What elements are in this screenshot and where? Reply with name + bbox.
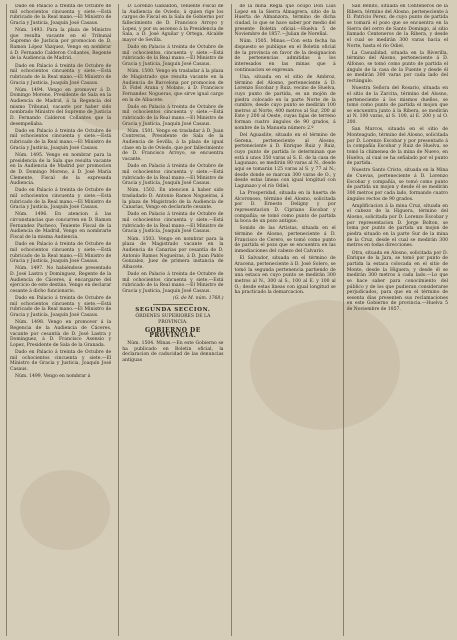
- paragraph: Dado en Palacio á treinta de Octubre de mil ochocientos cincuenta y siete.—Está rubricado de la Real mano.—El Ministro de Gracia y Justicia, Joaquín José Casaus.: [10, 4, 112, 26]
- paragraph: San Marcos, situada en el sitio de Monteagudo, término del Alosno, solicitada por D. Lorenzo Escobar y por presentado á la compañía Escobar y Ruiz de Huelva, se tomó la chimenea de la mina de Nuevo, en Huelva, al cual se ha señalado por el punto de partida.: [346, 127, 448, 167]
- paragraph: La Casualidad, situada en la Riverilla, término del Alosno, perteneciente á D. Alfonso, se tomó como punto de partida el ángulo de la casa de la Fuente y desde él se medirán 300 varas por cada lado del rectángulo.: [346, 50, 448, 85]
- paragraph: Núm. 1505. Minas.—Con esta fecha ha dispuesto se publique en el Boletin oficial de la provincia en favor de la designacion de pertenencias admitidas á los interesados en las minas que á continuacion se expresan.: [234, 39, 336, 73]
- paragraph: Núm. 1497. No habiéndose presentado D. José Lastra y Dominguez, Regente de la Audiencia de Cáceres, á encargarse del ejercicio de este destino, Vengo en declarar cesante á dicho funcionario.: [10, 266, 112, 294]
- paragraph: Otra, situada en Alosno, solicitada por D. Enrique de la Jara, se tomó por punto de partida la estaca colocada en el sitio de Monte, desde la Higuera, y desde él se medirán 300 metros á cada lado.—Lo que se hace saber para conocimiento del público y de los que pudieran considerarse perjudicados, para que en el término de sesenta días presenten sus reclamaciones en este Gobierno de provincia.—Huelva 5 de Noviembre de 1857.: [346, 250, 448, 313]
- paragraph: D. Lorenzo Gabaldon, Teniente Fiscal de la Audiencia de Oviedo, á quien rige los cargos de Fiscal en la Sala de Gobierno por fallecimiento de D. Francisco Arroyo y Lopez, y por su ascenso á la Presidencia de Sala, a D. José Aguilar y Ortega, Alcalde mayor de Sevilla.: [122, 4, 224, 43]
- paragraph: Núm. 1501. Vengo en trasladar á D. Juan Contreras, Presidente de Sala de la Audiencia de Sevilla, á la plaza de igual clase en la de Oviedo, que por fallecimiento de D. Francisco Arroyo, se encuentra vacante.: [122, 128, 224, 163]
- paragraph: Dado en Palacio á treinta de Octubre de mil ochocientos cincuenta y siete.—Está rubricado de la Real mano.—El Ministro de Gracia y Justicia, Joaquín José Casaus.: [122, 212, 224, 235]
- paragraph: La Prosperidad, situada en la huerta de Alcoronoso, término del Alosno, solicitada por D. Ernesto Deligny y por representacion D. Cipriano Escobar y compañía; se tomó como punto de partida la boca de un pozo antiguo.: [234, 191, 336, 225]
- paragraph: Núm. 1504. Minas.—En este Gobierno se ha publicado en Boletin oficial, la declaracion de caducidad de las denuncias antiguas: [122, 341, 224, 364]
- column-2: [118, 4, 226, 636]
- paragraph: Dado en Palacio á treinta de Octubre de mil ochocientos cincuenta y siete.—Está rubricado de la Real mano.—El Ministro de Gracia y Justicia, Joaquín José Casaus.: [10, 188, 112, 211]
- paragraph: Dado en Palacio á treinta de Octubre de mil ochocientos cincuenta y siete.—Está rubricado de la Real mano.—El Ministro de Gracia y Justicia, Joaquín José Casaus.: [122, 272, 224, 294]
- paragraph: Núm. 1500. Vengo en trasladar á la plaza de Magistrado que resulta vacante en la Audiencia de Barcelona por promocion de D. Fidel Arana y Molano, á D. Francisco Fernandez Nogueras, que sirve igual cargo en la de Albacete.: [122, 69, 224, 103]
- paragraph: Dado en Palacio á treinta de Octubre de mil ochocientos cincuenta y siete.—Está rubricado de la Real mano.—El Ministro de Gracia y Justicia, Joaquín José Casaus.: [10, 128, 112, 151]
- paragraph: Dado en Palacio á treinta de Octubre de mil ochocientos cincuenta y siete.—Está rubricado de la Real mano.—El Ministro de Gracia y Justicia, Joaquín José Casaus.: [122, 104, 224, 127]
- paragraph: Dado en Palacio á treinta de Octubre de mil ochocientos cincuenta y siete.—Está rubricado de la Real mano.—El Ministro de Gracia y Justicia, Joaquín José Casaus.: [10, 63, 112, 86]
- paragraph: Dado en Palacio á treinta de Octubre de mil ochocientos cincuenta y siete.—Está rubricado de la Real mano.—El Ministro de Gracia y Justicia, Joaquín José Casaus.: [122, 164, 224, 187]
- section-heading: SEGUNDA SECCION.: [135, 306, 211, 313]
- paragraph: Dado en Palacio á treinta de Octubre de mil ochocientos cincuenta y siete.—El Ministro de Gracia y Justicia, Joaquín José Casaus.: [10, 350, 112, 373]
- paragraph: Núm. 1494. Vengo en promover á D. Domingo Moreno, Presidente de Sala en la Audiencia de Madrid, á la Regencia del mismo Tribunal, vacante por haber sido nombrado Ministro del Supremo de Justicia D. Fernando Calderon Collantes que la desempeñaba.: [10, 87, 112, 127]
- column-1: [6, 4, 114, 636]
- paragraph: Una, situada en el sitio de Ambroz, término del Alosno, perteneciente á D. Lorenzo Escobar y Ruiz, vecino de Huelva, cuyo punto de partida, es un mojón de piedra colocado en la parte Norte de la cumbre, desde cuyo punto se medirán 100 metros al Norte, 400 metros al Sur, 200 al Este y 200 al Oeste, cuyas fajas de terreno forman cuatro ángulos de 90 grados, á nombre de la Manuela número 2.º: [234, 74, 336, 131]
- paragraph: Núm. 1498. Vengo en promover á la Regencia de la Audiencia de Cáceres, vacante por cesantía de D. José Lastra y Dominguez, á D. Francisco Asensio y Lopez, Presidente de Sala de la Granada.: [10, 320, 112, 348]
- column-4: [343, 4, 451, 636]
- paragraph: Nuestro Santo Cristo, situada en la Mina de Cuevas, perteneciente á D. Lorenzo Escobar y compañía, se tomó como punto de partida un mojon y desde él se medirán 300 metros por cada lado, formando cuatro ángulos rectos de 90 grados.: [346, 168, 448, 202]
- divider: [153, 304, 194, 305]
- column-3: [231, 4, 339, 636]
- paragraph: Dado en Palacio á treinta de Octubre de mil ochocientos cincuenta y siete.—Está rubricado de la Real mano.—El Ministro de Gracia y Justicia, Joaquín José Casaus.: [10, 296, 112, 319]
- paragraph: Amplificacion á la mina Cruz, situada en el cabezo de la Higuera, término del Alosno, solicitada por D. Lorenzo Escobar y por representacion D. Jorge Bolton, se toma por punto de partida un mojon de piedra situado en la parte Sur de la mina de la Cruz, desde el cual se medirán 300 metros en todas direcciones.: [346, 203, 448, 249]
- paragraph: Dado en Palacio á treinta de Octubre de mil ochocientos cincuenta y siete.—Está rubricado de la Real mano.—El Ministro de Gracia y Justicia, Joaquín José Casaus.: [122, 45, 224, 68]
- paragraph: Núm. 1503. Vengo en nombrar para la plaza de Magistrado vacante en la Audiencia de Canarias por cesantía de D. Antonio Ramos Nogueiras, á D. Juan Pablo Gonzalez, Juez de primera instancia de Albacete.: [122, 236, 224, 270]
- paragraph: de la mina Regla que ocupó Don Luis Lopez en la Sierra Almagrera, sitio de la Huerta de Almanzora, término de dicha ciudad, lo que se hace saber por medio del presente Boletin oficial.—Huelva 5 de Noviembre de 1857.—Julian de Noreñal.: [234, 4, 336, 38]
- paragraph: Del Aguaslite, situado en el término de Gerena, perteneciente al Alosno, perteneciente á D. Enrique Ruiz y Ruiz, cuyo punto de partida lo determinan que está á unos 350 varas al S. E. de la casa de Lagunazo, se medirán 80 varas al N., desde aquí se tomarán 125 varas al S. y 77 al N.; desde donde se marcan 300 varas de O., y desde estas lineas con igual longitud con Lagunazo y el río Odiel.: [234, 132, 336, 189]
- paragraph: San Benito, situada en Centeneros de la Ribera, término del Alosno, perteneciente á D. Patricio Perez, de cuyo punto de partida se tomará el pozo que se encuentra en la Sierra del cerro de Santo Domingo, al sitio llamado Centeneros de la Ribera, y desde el cual se medirán 300 varas hacia el Norte, hasta el río Odiel.: [346, 4, 448, 49]
- paragraph: Núm. 1493. Para la plaza de Ministro que resulta vacante en el Tribunal Supremo de Justicia por promocion de D. Ramon López Vázquez, Vengo en nombrar á D. Fernando Calderon Collantes, Regente de la Audiencia de Madrid.: [10, 28, 112, 62]
- paragraph: Núm. 1499. Vengo en nombrar á: [15, 374, 91, 380]
- paragraph: Núm. 1502. En atencion á haber sido trasladado D. Antonio Ramos Nogueiras, á la plaza de Magistrado de la Audiencia de Canarias, Vengo en declararle cesante.: [122, 188, 224, 211]
- paragraph: El Salvador, situada en el término de Aracena, perteneciente á D. José Solero, se tomó la segunda pertenencia partiendo de una estaca en cuyo punto se medirán 300 metros al N., 300 al S., 100 al E. y 100 al O.; desde estas lineas con igual longitud se ha practicado la demarcacion.: [234, 256, 336, 296]
- paragraph: Núm. 1495. Vengo en nombrar para la presidencia de la Sala que resulta vacante en la Audiencia de Madrid por promocion de D. Domingo Moreno, á D. José María Clemente, Fiscal de la expresada Audiencia.: [10, 152, 112, 187]
- paragraph: Nuestra Señora del Rosario, situada en el sitio de la Zarcita, término del Alosno, perteneciente á los mismos dueños, se tomó como punto de partida el mojon que se encuentra junto á la Ribera, se medirán al N. 100 varas, al S. 100, al E. 200 y al O. 200.: [346, 86, 448, 126]
- section-subheading: ÓRDENES SUPERIORES DE LA PROVINCIA.: [135, 314, 211, 326]
- paragraph: Núm. 1496. En atencion á las circunstancias que concurren en D. Ramon Fernandez Pacheco, Teniente Fiscal de la Audiencia de Madrid, Vengo en nombrarle Fiscal de la misma Audiencia.: [10, 212, 112, 241]
- paragraph: Sonido de las Artistas, situada en el término de Alosno, perteneciente á D. Francisco de Cerero, se tomó como punto de partida el pozo que se encuentra en las inmediaciones del cabezo del Calvario.: [234, 226, 336, 255]
- paragraph: Dado en Palacio á treinta de Octubre de mil ochocientos cincuenta y siete.—Está rubricado de la Real mano.—El Ministro de Gracia y Justicia, Joaquín José Casaus.: [10, 242, 112, 265]
- section-title: GOBIERNO DE PROVINCIA.: [144, 326, 201, 340]
- gazette-reference: (G. de M. núm. 1768.): [172, 296, 224, 302]
